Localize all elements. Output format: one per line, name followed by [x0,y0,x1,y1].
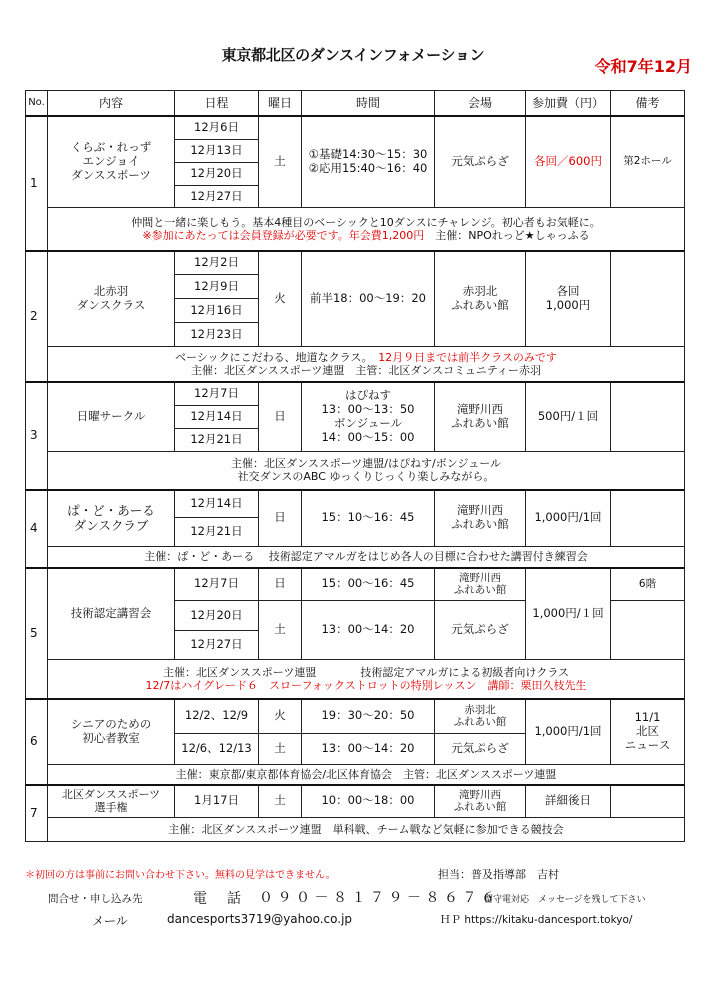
time-line: ①基礎14:30～15：30 [308,146,428,161]
col-no: No. [26,91,48,116]
desc-red-text: 12月９日までは前半クラスのみです [378,350,557,364]
event-date: 12月27日 [175,631,259,660]
col-weekday: 曜日 [259,91,302,116]
col-schedule: 日程 [175,91,259,116]
homepage-link[interactable]: ＨＰ https://kitaku-dancesport.tokyo/ [440,914,633,926]
event-note [611,490,685,547]
event-weekday: 土 [259,601,302,660]
col-notes: 備考 [611,91,685,116]
desc-line: 仲間と一緒に楽しもう。基本4種目のベーシックと10ダンスにチャレンジ。初心者もお気軽に。 [131,215,601,229]
event-name-line: ダンスクラブ [73,518,149,534]
event-fee: 500円/１回 [526,382,611,452]
event-no: 5 [26,568,48,699]
time-line: ②応用15:40～16：40 [308,160,428,175]
event-row [26,116,685,140]
col-fee: 参加費（円） [526,91,611,116]
event-venue: 元気ぷらざ [435,734,526,765]
event-time: 前半18：00～19：20 [302,251,435,347]
event-note: 6階 [611,568,685,601]
event-date: 12月20日 [175,163,259,186]
venue-line: ふれあい館 [451,517,509,532]
venue-line: 滝野川西 [457,401,503,416]
desc-text: ベーシックにこだわる、地道なクラス。 [175,350,368,364]
header-row [26,91,685,116]
event-description [48,660,685,699]
event-date: 12/6、12/13 [175,734,259,765]
event-note [611,699,685,765]
event-description: 主催：東京都/東京都体育協会/北区体育協会 主管：北区ダンススポーツ連盟 [48,765,685,785]
time-line: はぴねす [345,388,391,403]
event-no: 6 [26,699,48,785]
event-weekday: 火 [259,251,302,347]
event-date: 12月21日 [175,429,259,452]
event-date: 12月14日 [175,406,259,429]
event-date: 12月14日 [175,490,259,518]
venue-line: ふれあい館 [451,415,509,430]
event-description [48,347,685,382]
event-venue [435,699,526,734]
event-name-line: ぱ・ど・あーる [67,503,155,519]
event-no: 7 [26,785,48,842]
desc-line: 社交ダンスのABC ゆっくりじっくり楽しみながら。 [237,470,495,484]
event-venue [435,490,526,547]
event-venue [435,568,526,601]
event-no: 1 [26,116,48,251]
event-name-line: 北区ダンススポーツ [61,788,161,802]
event-description [48,208,685,251]
event-time: 13：00～14：20 [302,734,435,765]
event-name-line: 選手権 [94,801,128,815]
event-name-line: くらぶ・れっず [70,140,152,155]
event-row [26,251,685,275]
desc-line [50,351,682,364]
event-name-line: ダンスクラス [76,297,146,312]
event-time: 15：10～16：45 [302,490,435,547]
event-row [26,785,685,818]
event-time: 19：30～20：50 [302,699,435,734]
event-name [48,699,175,765]
event-venue: 元気ぷらざ [435,116,526,208]
event-time [302,116,435,208]
venue-line: 滝野川西 [457,503,503,518]
event-name-line: シニアのための [70,716,152,731]
event-row [26,382,685,406]
event-fee: 各回／600円 [526,116,611,208]
event-name [48,251,175,347]
venue-line: 赤羽北 [462,283,498,298]
event-fee: 1,000円/1回 [526,490,611,547]
event-note [611,251,685,347]
event-description: 主催：ぱ・ど・あーる 技術認定アマルガをはじめ各人の目標に合わせた講習付き練習会 [48,547,685,568]
fee-line: 1,000円 [545,297,591,312]
event-date: 12/2、12/9 [175,699,259,734]
mail-address[interactable]: dancesports3719@yahoo.co.jp [167,912,353,926]
event-row [26,699,685,734]
event-venue: 元気ぷらざ [435,601,526,660]
event-weekday: 土 [259,734,302,765]
event-date: 12月6日 [175,116,259,140]
footer-staff: 担当：普及指導部 吉村 [438,868,559,881]
event-weekday: 土 [259,785,302,818]
schedule-table [25,90,685,842]
event-date: 12月27日 [175,186,259,208]
event-name [48,785,175,818]
event-name-line: ダンススポーツ [71,167,151,182]
col-content: 内容 [48,91,175,116]
event-note [611,785,685,818]
event-name-line: 初心者教室 [82,730,140,745]
desc-line: 主催：北区ダンススポーツ連盟 技術認定アマルガによる初級者向けクラス [162,665,569,679]
event-no: 4 [26,490,48,568]
event-time: 15：00～16：45 [302,568,435,601]
event-fee [526,251,611,347]
desc-line: 主催：北区ダンススポーツ連盟 主管：北区ダンスコミュニティー赤羽 [190,363,542,377]
venue-line: ふれあい館 [451,297,509,312]
tel-label: 電 話 [193,891,244,907]
venue-line: ふれあい館 [453,584,507,597]
event-fee: 1,000円/1回 [526,699,611,765]
event-weekday: 日 [259,382,302,452]
event-row [26,490,685,518]
event-no: 3 [26,382,48,490]
time-line: 14：00～15：00 [321,429,415,444]
note-line: ニュース [624,737,671,752]
event-date: 12月16日 [175,299,259,323]
event-time: 10：00～18：00 [302,785,435,818]
event-date: 12月7日 [175,568,259,601]
event-name-line: 北赤羽 [93,283,129,298]
event-note [611,601,685,660]
event-description [48,452,685,490]
event-weekday: 火 [259,699,302,734]
event-date: 12月23日 [175,323,259,347]
event-date: 12月13日 [175,140,259,163]
event-date: 1月17日 [175,785,259,818]
event-row [26,568,685,601]
event-name-line: エンジョイ [82,153,140,168]
event-note [611,382,685,452]
event-description: 主催：北区ダンススポーツ連盟 単科戦、チーム戦など気軽に参加できる競技会 [48,818,685,842]
event-name: 日曜サークル [48,382,175,452]
venue-line: 滝野川西 [459,788,501,801]
desc-red-text: ※参加にあたっては会員登録が必要です。年会費1,200円 [142,228,425,242]
month-label: 令和7年12月 [594,57,692,76]
event-date: 12月20日 [175,601,259,631]
desc-line: 主催：北区ダンススポーツ連盟/はぴねす/ボンジュール [230,457,502,471]
col-time: 時間 [302,91,435,116]
desc-text: 主催：NPOれっど★しゃっふる [435,228,590,242]
event-venue [435,251,526,347]
venue-line: 赤羽北 [464,703,496,716]
event-name [48,490,175,547]
event-name: 技術認定講習会 [48,568,175,660]
mail-label: メール [92,914,128,928]
event-date: 12月7日 [175,382,259,406]
note-line: 11/1 [634,710,661,725]
event-weekday: 日 [259,490,302,547]
event-date: 12月21日 [175,518,259,547]
event-name [48,116,175,208]
event-weekday: 土 [259,116,302,208]
tel-number[interactable]: ０９０－８１７９－８６７６ [259,890,500,906]
desc-line [50,229,682,242]
note-line: 北区 [636,723,659,738]
desc-red-text: 12/7はハイグレード６ スローフォックストロットの特別レッスン 講師：栗田久枝先生 [145,678,587,692]
event-date: 12月2日 [175,251,259,275]
venue-line: ふれあい館 [453,801,507,814]
page-title: 東京都北区のダンスインフォメーション [221,46,485,64]
tel-note: 留守電対応 メッセージを残して下さい [484,895,646,905]
time-line: 13：00～13：50 [321,401,415,416]
event-note: 第2ホール [611,116,685,208]
event-date: 12月9日 [175,275,259,299]
footer-note: ＊初回の方は事前にお問い合わせ下さい。無料の見学はできません。 [25,870,336,881]
col-venue: 会場 [435,91,526,116]
event-fee: 1,000円/１回 [526,568,611,660]
venue-line: ふれあい館 [453,716,507,729]
inquiry-label: 問合せ・申し込み先 [48,893,143,905]
time-line: ボンジュール [333,415,403,430]
event-time: 13：00～14：20 [302,601,435,660]
fee-line: 各回 [556,283,580,298]
event-venue [435,382,526,452]
event-no: 2 [26,251,48,382]
event-fee: 詳細後日 [526,785,611,818]
event-time [302,382,435,452]
event-weekday: 日 [259,568,302,601]
venue-line: 滝野川西 [459,571,501,584]
event-venue [435,785,526,818]
